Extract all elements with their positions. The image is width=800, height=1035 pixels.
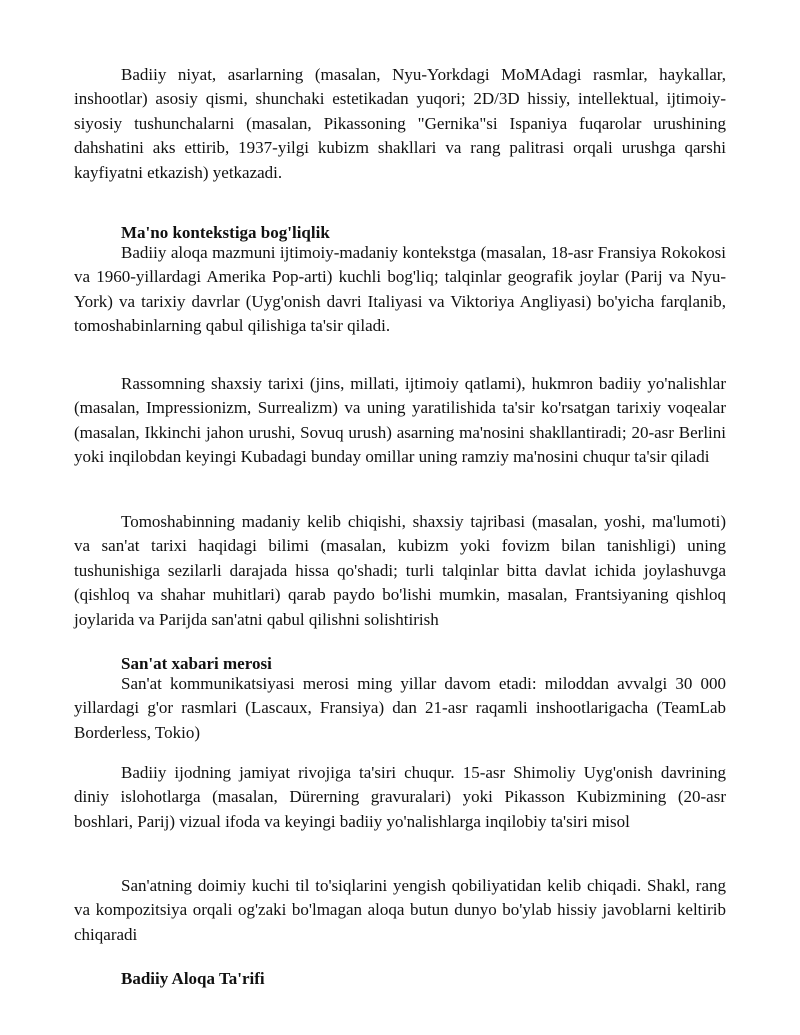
heading-context-dependence: Ma'no kontekstiga bog'liqlik [121, 223, 330, 242]
paragraph-communication-legacy: San'at kommunikatsiyasi merosi ming yillar davom etadi: miloddan avvalgi 30 000 yillardagi g'or rasmlari (Lascaux, Fransiya) dan 21-asr raqamli inshootlarigacha (TeamLab Borderless, Tokio) [74, 674, 726, 742]
paragraph-sociocultural-context: Badiiy aloqa mazmuni ijtimoiy-madaniy kontekstga (masalan, 18-asr Fransiya Rokokosi va 1960-yillardagi Amerika Pop-arti) kuchli bog'liq; talqinlar geografik joylar (Parij va Nyu-York) va tarixiy davrlar (Uyg'onish davri Italiyasi va Viktoriya Angliyasi) bo'yicha farqlanib, tomoshabinlarning qabul qilishiga ta'sir qiladi. [74, 243, 726, 336]
paragraph-artistic-intent: Badiiy niyat, asarlarning (masalan, Nyu-Yorkdagi MoMAdagi rasmlar, haykallar, inshootlar) asosiy qismi, shunchaki estetikadan yuqori; 2D/3D hissiy, intellektual, ijtimoiy-siyosiy tushunchalarni (masalan, Pikassoning "Gernika"si Ispaniya fuqarolar urushining dahshatini aks ettirib, 1937-yilgi kubizm shakllari va rang palitrasi orqali urushga qarshi kayfiyatni etkazish) yetkazadi. [74, 65, 726, 182]
paragraph-creative-impact: Badiiy ijodning jamiyat rivojiga ta'siri chuqur. 15-asr Shimoliy Uyg'onish davrining diniy islohotlarga (masalan, Dürerning gravuralari) yoki Pikasson Kubizmining (20-asr boshlari, Parij) vizual ifoda va keyingi badiiy yo'nalishlarga inqilobiy ta'siri misol [74, 763, 726, 831]
paragraph-artist-history: Rassomning shaxsiy tarixi (jins, millati, ijtimoiy qatlami), hukmron badiiy yo'nalishlar (masalan, Impressionizm, Surrealizm) va uning yaratilishida ta'sir ko'rsatgan tarixiy voqealar (masalan, Ikkinchi jahon urushi, Sovuq urush) asarning ma'nosini shakllantiradi; 20-asr Berlini yoki inqilobdan keyingi Kubadagi bunday omillar uning ramziy ma'nosini chuqur ta'sir qiladi [74, 374, 726, 467]
heading-artistic-communication-definition: Badiiy Aloqa Ta'rifi [121, 969, 265, 988]
paragraph-enduring-power: San'atning doimiy kuchi til to'siqlarini yengish qobiliyatidan kelib chiqadi. Shakl, rang va kompozitsiya orqali og'zaki bo'lmagan aloqa butun dunyo bo'ylab hissiy javoblarni keltirib chiqaradi [74, 876, 726, 944]
paragraph-viewer-background: Tomoshabinning madaniy kelib chiqishi, shaxsiy tajribasi (masalan, yoshi, ma'lumoti) va san'at tarixi haqidagi bilimi (masalan, kubizm yoki fovizm bilan tanishligi) uning tushunishiga sezilarli darajada hissa qo'shadi; turli talqinlar bitta davlat ichida joylashuvga (qishloq va shahar muhitlari) qarab paydo bo'lishi mumkin, masalan, Frantsiyaning qishloq joylarida va Parijda san'atni qabul qilishni solishtirish [74, 512, 726, 629]
heading-art-message-legacy: San'at xabari merosi [121, 654, 272, 673]
